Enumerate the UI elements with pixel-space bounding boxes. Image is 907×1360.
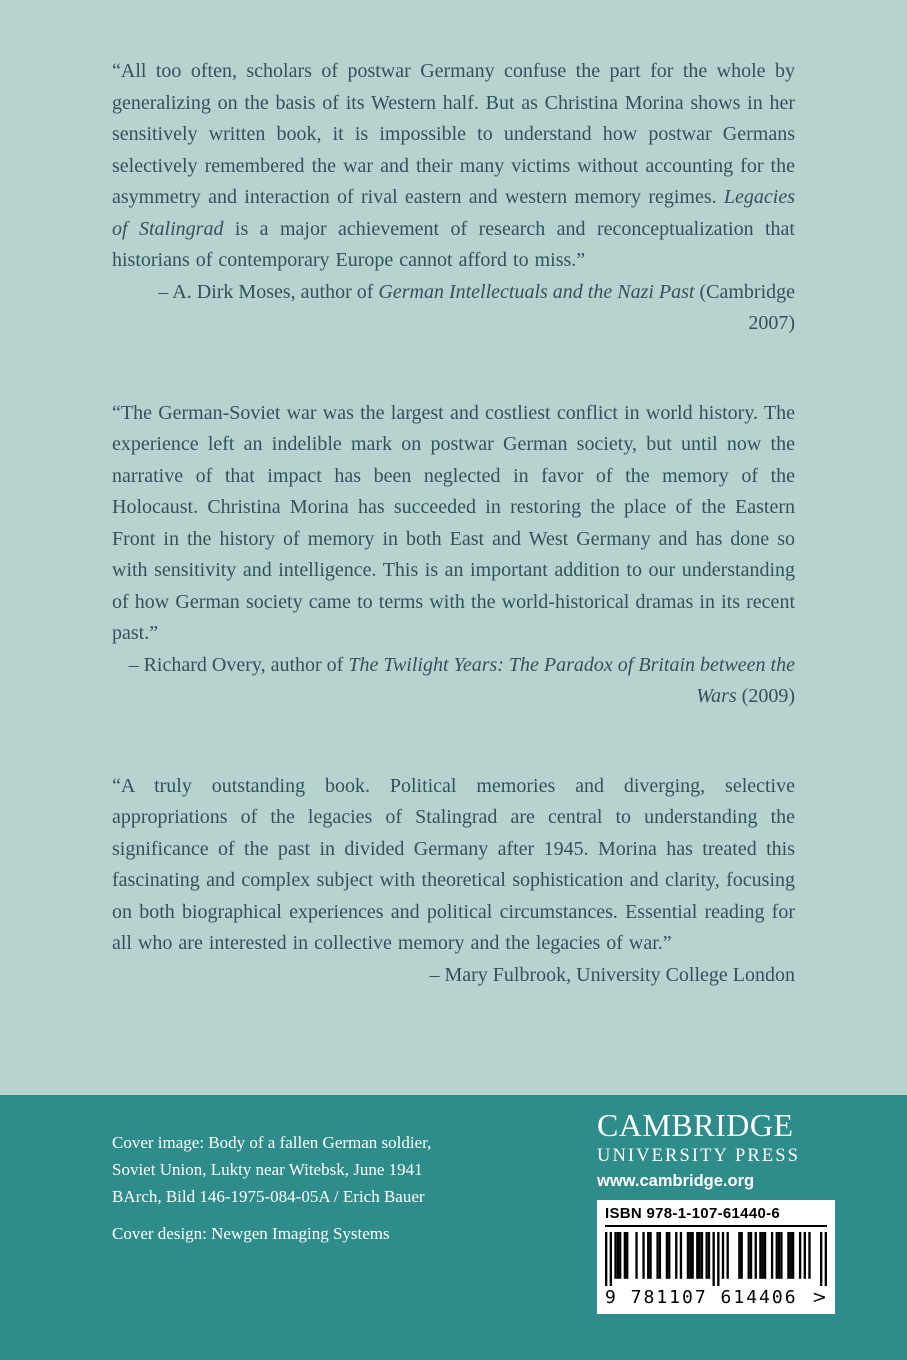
ean13-barcode-icon [605, 1232, 827, 1286]
cover-image-credit-line-1: Cover image: Body of a fallen German soldier, [112, 1133, 432, 1152]
barcode-panel [597, 1200, 835, 1314]
credits-block [112, 1109, 431, 1360]
endorsement-block-2 [112, 398, 795, 713]
publisher-block [597, 1109, 835, 1360]
cambridge-url: www.cambridge.org [597, 1171, 755, 1190]
endorsement-3-text: “A truly outstanding book. Political memories and diverging, selective appropriations of the legacies of Stalingrad are central to understanding the significance of the past in divided Germany after 1945. Morina has treated this fascinating and complex subject with theoretical sophistication and clarity, focusing on both biographical experiences and political circumstances. Essential reading for all who are interested in collective memory and the legacies of war.” [112, 774, 795, 954]
cover-image-credit-line-3: BArch, Bild 146-1975-084-05A / Erich Bauer [112, 1187, 425, 1206]
university-press-text: UNIVERSITY PRESS [597, 1145, 801, 1166]
footer-band [0, 1095, 907, 1360]
endorsement-2-attribution: – Richard Overy, author of The Twilight Years: The Paradox of Britain between the Wars (2009) [128, 653, 795, 707]
endorsement-2-text: “The German-Soviet war was the largest and costliest conflict in world history. The experience left an indelible mark on postwar German society, but until now the narrative of that impact has been neglected in favor of the memory of the Holocaust. Christina Morina has succeeded in restoring the place of the Eastern Front in the history of memory in both East and West Germany and has done so with sensitivity and intelligence. This is an important addition to our understanding of how German society came to terms with the world-historical dramas in its recent past.” [112, 401, 795, 644]
cover-design-credit: Cover design: Newgen Imaging Systems [112, 1224, 390, 1243]
endorsement-3-attribution: – Mary Fulbrook, University College London [429, 963, 795, 986]
cover-image-credit-line-2: Soviet Union, Lukty near Witebsk, June 1941 [112, 1160, 423, 1179]
endorsement-block-1 [112, 56, 795, 340]
endorsement-block-3 [112, 771, 795, 992]
barcode-number: 9 781107 614406 [605, 1286, 798, 1308]
isbn-label: ISBN 978-1-107-61440-6 [605, 1205, 827, 1227]
barcode-arrow-icon: > [811, 1286, 827, 1308]
endorsement-1-attribution: – A. Dirk Moses, author of German Intellectuals and the Nazi Past (Cambridge 2007) [158, 280, 795, 334]
cover-image-credit [112, 1129, 431, 1210]
endorsement-1-text: “All too often, scholars of postwar Germany confuse the part for the whole by generalizing on the basis of its Western half. But as Christina Morina shows in her sensitively written book, it is impossible to understand how postwar Germans selectively remembered the war and their many victims without accounting for the asymmetry and interaction of rival eastern and western memory regimes. Legacies of Stalingrad is a major achievement of research and reconceptualization that historians of contemporary Europe cannot afford to miss.” [112, 60, 795, 271]
cambridge-logo-text: CAMBRIDGE [597, 1107, 794, 1143]
barcode-number-row [605, 1287, 827, 1308]
